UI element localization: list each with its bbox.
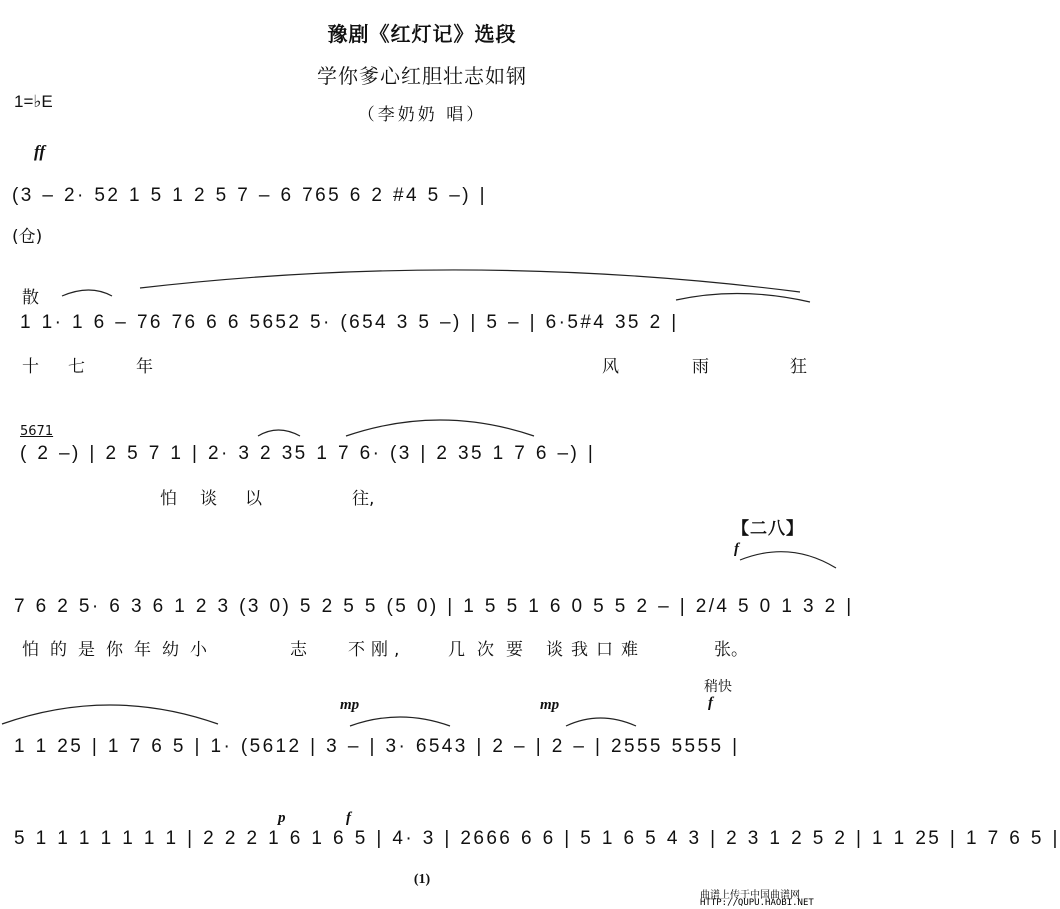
lyric-token: 志 xyxy=(290,640,307,660)
lyric-token: 风 xyxy=(602,357,619,377)
lyric-token: 七 xyxy=(68,357,85,377)
lyric-token: (仓) xyxy=(12,227,43,247)
dynamic-mark: f xyxy=(708,695,713,711)
lyric-token: 年 xyxy=(136,357,153,377)
page-title: 豫剧《红灯记》选段 xyxy=(327,22,517,46)
lyric-token: 怕的是你年幼小 xyxy=(22,640,218,660)
lyric-token: 以 xyxy=(245,489,262,509)
slur-arc xyxy=(346,420,534,436)
notation-line-1: (3 – 2· 52 1 5 1 2 5 7 – 6 765 6 2 #4 5 –) | xyxy=(12,185,488,206)
notation-line-5: 1 1 25 | 1 7 6 5 | 1· (5612 | 3 – | 3· 6543 | 2 – | 2 – | 2555 5555 | xyxy=(14,736,740,757)
slur-arc xyxy=(140,270,800,292)
page-subtitle: 学你爹心红胆壮志如钢 xyxy=(317,64,527,88)
watermark-url: HTTP://QUPU.HAOBI.NET xyxy=(700,898,814,908)
dynamic-mark: f xyxy=(346,810,351,826)
lyric-token: 狂 xyxy=(790,357,807,377)
lyric-token: 十 xyxy=(22,357,39,377)
dynamic-mark: ff xyxy=(34,142,46,161)
slur-arc xyxy=(2,705,218,724)
slur-arc xyxy=(258,430,300,436)
singer-credit: （李奶奶 唱） xyxy=(357,105,487,125)
slur-arc xyxy=(740,552,836,568)
dynamic-mark: p xyxy=(278,810,286,826)
watermark-site: 曲谱上传于中国曲谱网 xyxy=(700,890,800,901)
lyric-token: 往, xyxy=(352,489,375,509)
tempo-mark: 散 xyxy=(22,288,39,308)
lyric-token: 怕 xyxy=(160,489,177,509)
slur-arc xyxy=(62,290,112,296)
lyric-token: 不刚, xyxy=(348,640,406,660)
dynamic-mark: mp xyxy=(540,697,560,713)
lyric-token: 几次要 xyxy=(448,640,535,660)
page-number: (1) xyxy=(413,872,431,887)
slur-arc xyxy=(350,717,450,726)
lyric-token: 雨 xyxy=(692,357,709,377)
dynamic-mark: mp xyxy=(340,697,360,713)
lyric-token: 谈我口难 xyxy=(546,640,646,660)
lyric-token: 张。 xyxy=(714,640,748,660)
section-label: 【二八】 xyxy=(732,519,804,539)
key-signature: 1=♭E xyxy=(14,92,53,111)
slur-arc xyxy=(566,718,636,726)
notation-line-2: 1 1· 1 6 – 76 76 6 6 5652 5· (654 3 5 –) | 5 – | 6·5#4 35 2 | xyxy=(20,312,679,333)
notation-line-6: 5 1 1 1 1 1 1 1 | 2 2 2 1 6 1 6 5 | 4· 3 | 2666 6 6 | 5 1 6 5 4 3 | 2 3 1 2 5 2 | 1 1 25 | 1 7 6 5 | xyxy=(14,828,1060,849)
grace-note-label: 5671 xyxy=(20,424,54,439)
slur-arc xyxy=(676,293,810,302)
notation-line-3: ( 2 –) | 2 5 7 1 | 2· 3 2 35 1 7 6· (3 | 2 35 1 7 6 –) | xyxy=(20,443,596,464)
lyric-token: 谈 xyxy=(200,489,217,509)
notation-line-4: 7 6 2 5· 6 3 6 1 2 3 (3 0) 5 2 5 5 (5 0) | 1 5 5 1 6 0 5 5 2 – | 2/4 5 0 1 3 2 | xyxy=(14,596,854,617)
dynamic-mark: f xyxy=(734,541,739,557)
tempo-mark: 稍快 xyxy=(704,679,732,695)
